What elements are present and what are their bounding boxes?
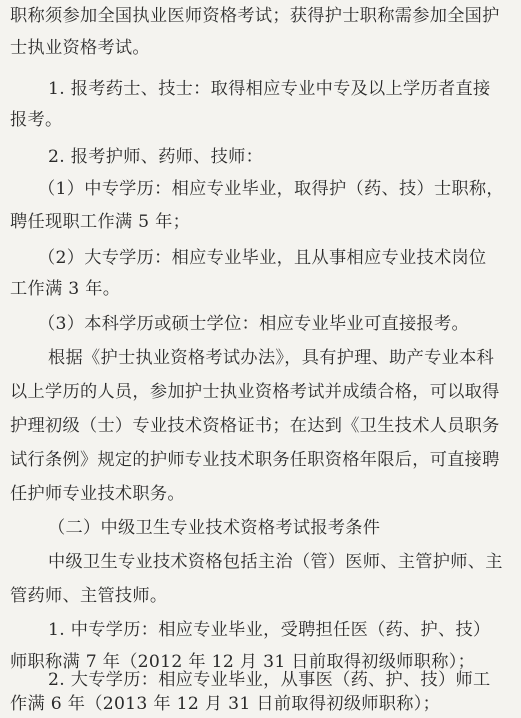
text-line-7: 聘任现职工作满 5 年； (10, 212, 191, 232)
text-line-16: （二）中级卫生专业技术资格考试报考条件 (48, 518, 381, 538)
text-line-1: 职称须参加全国执业医师资格考试；获得护士职称需参加全国护 (10, 6, 500, 26)
text-line-21: 2. 大专学历：相应专业毕业，从事医（药、护、技）师工 (48, 670, 491, 690)
text-line-14: 试行条例》规定的护师专业技术职务任职资格年限后，可直接聘 (10, 450, 500, 470)
text-line-5: 2. 报考护师、药师、技师： (48, 147, 264, 167)
text-line-4: 报考。 (10, 110, 63, 130)
text-line-11: 根据《护士执业资格考试办法》，具有护理、助产专业本科 (48, 348, 495, 368)
text-line-18: 管药师、主管技师。 (10, 586, 168, 606)
text-line-13: 护理初级（士）专业技术资格证书；在达到《卫生技术人员职务 (10, 416, 500, 436)
text-line-22: 作满 6 年（2013 年 12 月 31 日前取得初级师职称）； (10, 694, 441, 714)
text-line-3: 1. 报考药士、技士：取得相应专业中专及以上学历者直接 (48, 79, 491, 99)
text-line-19: 1. 中专学历：相应专业毕业，受聘担任医（药、护、技） (48, 620, 491, 640)
text-line-8: （2）大专学历：相应专业毕业，且从事相应专业技术岗位 (38, 248, 487, 268)
text-line-17: 中级卫生专业技术资格包括主治（管）医师、主管护师、主 (48, 552, 503, 572)
text-line-10: （3）本科学历或硕士学位：相应专业毕业可直接报考。 (38, 314, 469, 334)
text-line-9: 工作满 3 年。 (10, 279, 121, 299)
text-line-20: 师职称满 7 年（2012 年 12 月 31 日前取得初级师职称）； (10, 652, 476, 672)
text-line-15: 任护师专业技术职务。 (10, 484, 185, 504)
text-line-6: （1）中专学历：相应专业毕业，取得护（药、技）士职称， (38, 179, 504, 199)
text-line-2: 士执业资格考试。 (10, 38, 150, 58)
text-line-12: 以上学历的人员，参加护士执业资格考试并成绩合格，可以取得 (10, 382, 500, 402)
